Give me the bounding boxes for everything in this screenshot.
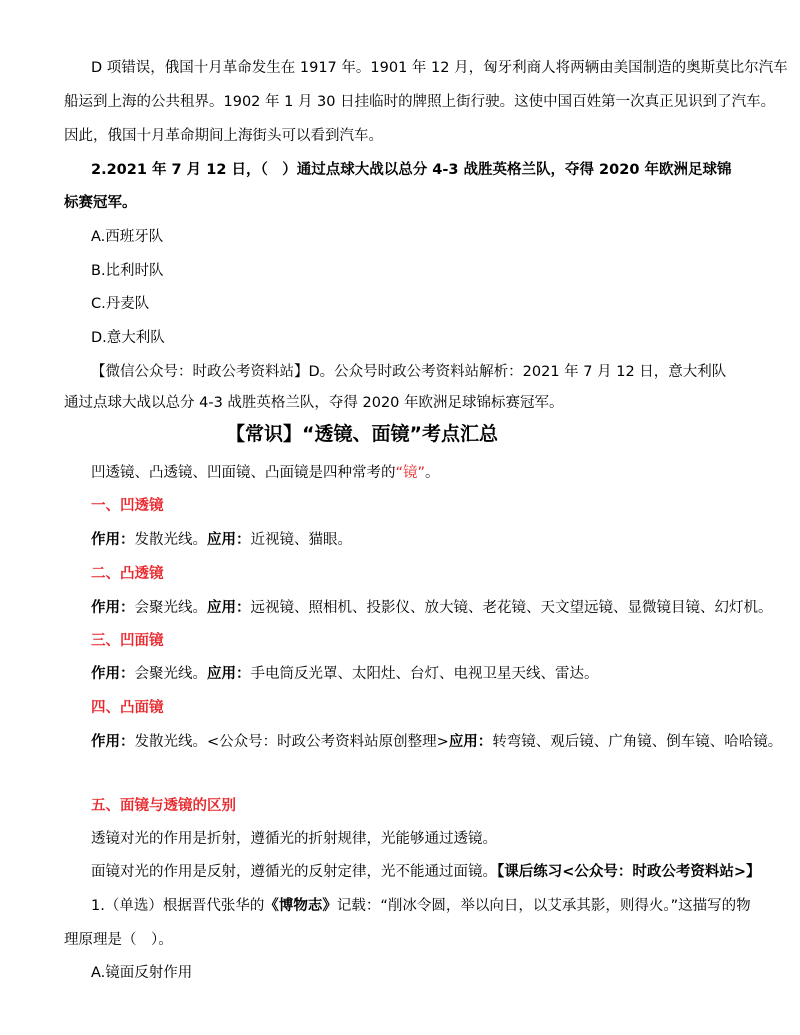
- item-4-effect-label: 作用：: [91, 734, 135, 750]
- item-3-apply-text: 手电筒反光罩、太阳灶、台灯、电视卫星天线、雷达。: [250, 666, 599, 682]
- section-intro: [91, 463, 440, 483]
- section-intro-suffix: 。: [425, 465, 440, 481]
- question-2-answer-line-2: 通过点球大战以总分 4-3 战胜英格兰队，夺得 2020 年欧洲足球锦标赛冠军。: [64, 395, 564, 411]
- item-4-apply-text: 转弯镜、观后镜、广角镜、倒车镜、哈哈镜。: [492, 734, 783, 750]
- difference-heading: 五、面镜与透镜的区别: [91, 798, 236, 814]
- item-1-body: [91, 530, 352, 550]
- item-1-apply-label: 应用：: [207, 532, 251, 548]
- item-3-apply-label: 应用：: [207, 666, 251, 682]
- item-1-effect-text: 发散光线。: [134, 532, 207, 548]
- item-2-body: [91, 598, 773, 618]
- practice-question-1-option-a: A.镜面反射作用: [91, 965, 193, 981]
- question-2-option-a: A.西班牙队: [91, 229, 164, 245]
- item-2-effect-label: 作用：: [91, 600, 135, 616]
- item-2-effect-text: 会聚光线。: [134, 600, 207, 616]
- item-1-effect-label: 作用：: [91, 532, 135, 548]
- item-4-heading: 四、凸面镜: [91, 700, 164, 716]
- section-intro-highlight: “镜”: [395, 465, 426, 481]
- item-3-effect-label: 作用：: [91, 666, 135, 682]
- practice-question-1-suffix: 记载：“削冰令圆，举以向日，以艾承其影，则得火。”这描写的物: [336, 898, 751, 914]
- difference-line-2-text: 面镜对光的作用是反射，遵循光的反射定律，光不能通过面镜。: [91, 864, 497, 880]
- difference-line-1: 透镜对光的作用是折射，遵循光的折射规律，光能够通过透镜。: [91, 831, 497, 847]
- item-3-body: [91, 664, 599, 684]
- question-2-option-b: B.比利时队: [91, 263, 164, 279]
- question-2-option-d: D.意大利队: [91, 330, 165, 346]
- intro-line-3: 因此，俄国十月革命期间上海街头可以看到汽车。: [64, 128, 383, 144]
- section-intro-prefix: 凹透镜、凸透镜、凹面镜、凸面镜是四种常考的: [91, 465, 396, 481]
- question-2-answer-line-1: 【微信公众号：时政公考资料站】D。公众号时政公考资料站解析：2021 年 7 月 12 日，意大利队: [91, 364, 727, 380]
- item-2-apply-text: 远视镜、照相机、投影仪、放大镜、老花镜、天文望远镜、显微镜目镜、幻灯机。: [250, 600, 773, 616]
- item-2-apply-label: 应用：: [207, 600, 251, 616]
- item-1-heading: 一、凹透镜: [91, 498, 164, 514]
- section-title: 【常识】“透镜、面镜”考点汇总: [226, 423, 498, 445]
- difference-line-2: [91, 862, 761, 882]
- practice-question-1-book: 《博物志》: [264, 898, 337, 914]
- item-1-apply-text: 近视镜、猫眼。: [250, 532, 352, 548]
- item-4-effect-text: 发散光线。<公众号：时政公考资料站原创整理>: [134, 734, 449, 750]
- item-3-heading: 三、凹面镜: [91, 633, 164, 649]
- practice-question-1-prefix: 1.（单选）根据晋代张华的: [91, 898, 265, 914]
- practice-question-1-line-1: [91, 896, 751, 916]
- question-2-option-c: C.丹麦队: [91, 296, 150, 312]
- question-2-stem-line-2: 标赛冠军。: [64, 195, 137, 211]
- item-4-apply-label: 应用：: [448, 734, 493, 750]
- item-2-heading: 二、凸透镜: [91, 566, 164, 582]
- practice-header: 【课后练习<公众号：时政公考资料站>】: [497, 864, 761, 880]
- item-3-effect-text: 会聚光线。: [134, 666, 207, 682]
- practice-question-1-line-2: 理原理是（ ）。: [64, 932, 173, 948]
- intro-line-1: D 项错误，俄国十月革命发生在 1917 年。1901 年 12 月，匈牙利商人将两辆由美国制造的奥斯莫比尔汽车: [91, 60, 788, 76]
- intro-line-2: 船运到上海的公共租界。1902 年 1 月 30 日挂临时的牌照上街行驶。这使中国百姓第一次真正见识到了汽车。: [64, 94, 776, 110]
- question-2-stem-line-1: 2.2021 年 7 月 12 日，（ ）通过点球大战以总分 4-3 战胜英格兰队，夺得 2020 年欧洲足球锦: [91, 162, 732, 178]
- item-4-body: [91, 732, 782, 752]
